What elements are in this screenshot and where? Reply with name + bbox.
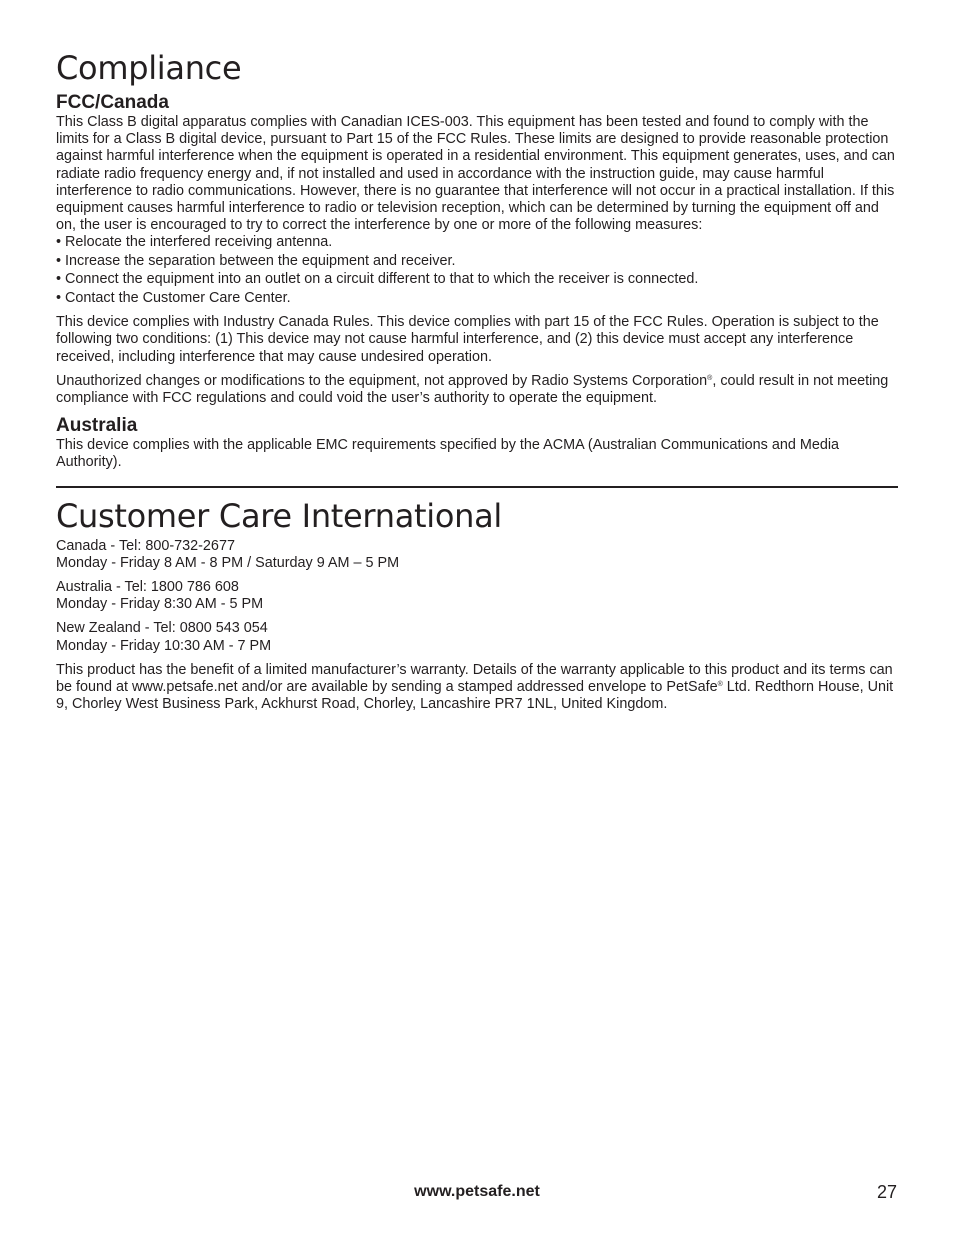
section-divider <box>56 486 898 488</box>
registered-mark: ® <box>707 374 713 382</box>
unauthorized-text-start: Unauthorized changes or modifications to the equipment, not approved by Radio Systems Corporation <box>56 372 708 389</box>
fcc-canada-heading: FCC/Canada <box>56 92 169 113</box>
industry-canada-paragraph: This device complies with Industry Canada Rules. This device complies with part 15 of the FCC Rules. Operation is subject to the following two conditions: (1) This device may not cause harmful interference, and (2) this device must accept any interference received, including interference that may cause undesired operation. <box>56 314 879 365</box>
contact-phone: New Zealand - Tel: 0800 543 054 <box>56 620 268 637</box>
contact-hours: Monday - Friday 8 AM - 8 PM / Saturday 9 AM – 5 PM <box>56 554 400 571</box>
list-item: • Relocate the interfered receiving antenna. <box>56 234 333 251</box>
page-content <box>56 48 898 713</box>
contact-phone: Canada - Tel: 800-732-2677 <box>56 537 235 554</box>
compliance-title: Compliance <box>56 49 242 87</box>
warranty-text-end: Ltd. Redthorn House, Unit 9, Chorley West Business Park, Ackhurst Road, Chorley, Lancashire PR7 1NL, United Kingdom. <box>56 678 894 713</box>
fcc-intro-paragraph: This Class B digital apparatus complies with Canadian ICES-003. This equipment has been tested and found to comply with the limits for a Class B digital device, pursuant to Part 15 of the FCC Rules. These limits are designed to provide reasonable protection against harmful interference when the equipment is operated in a residential environment. This equipment generates, uses, and can radiate radio frequency energy and, if not installed and used in accordance with the instruction guide, may cause harmful interference to radio communications. However, there is no guarantee that interference will not occur in a practical installation. If this equipment causes harmful interference to radio or television reception, which can be determined by turning the equipment off and on, the user is encouraged to try to correct the interference by one or more of the following measures: <box>56 114 895 234</box>
unauthorized-text-end: , could result in not meeting compliance with FCC regulations and could void the user’s authority to operate the equipment. <box>56 372 889 406</box>
australia-paragraph: This device complies with the applicable EMC requirements specified by the ACMA (Australian Communications and Media Authority). <box>56 437 840 471</box>
page-number: 27 <box>876 1182 897 1202</box>
unauthorized-changes-paragraph <box>56 373 898 407</box>
contacts-list <box>56 538 898 655</box>
contact-canada <box>56 538 898 572</box>
contact-hours: Monday - Friday 8:30 AM - 5 PM <box>56 596 264 613</box>
contact-australia <box>56 579 898 613</box>
list-item: • Connect the equipment into an outlet on a circuit different to that to which the receiver is connected. <box>56 271 699 288</box>
list-item: • Contact the Customer Care Center. <box>56 289 291 306</box>
customer-care-title: Customer Care International <box>56 496 503 535</box>
footer-website-url: www.petsafe.net <box>414 1183 540 1200</box>
contact-hours: Monday - Friday 10:30 AM - 7 PM <box>56 637 272 654</box>
contact-new-zealand <box>56 620 898 654</box>
list-item: • Increase the separation between the equipment and receiver. <box>56 252 456 269</box>
registered-mark: ® <box>717 680 723 688</box>
contact-phone: Australia - Tel: 1800 786 608 <box>56 578 239 595</box>
warranty-paragraph <box>56 662 898 714</box>
warranty-text-start: This product has the benefit of a limited manufacturer’s warranty. Details of the warranty applicable to this product and its terms can be found at www.petsafe.net and/or are available by sending a stamped addressed envelope to PetSafe <box>56 661 893 695</box>
interference-measures-list <box>56 234 898 307</box>
australia-heading: Australia <box>56 415 138 437</box>
